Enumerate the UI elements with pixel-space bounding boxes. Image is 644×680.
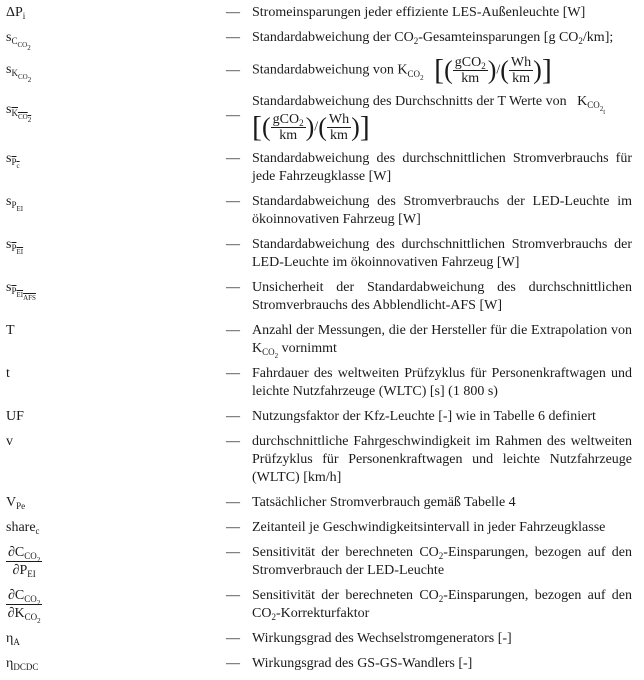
- definition-text: Sensitivität der berechneten $CO_2$-Einsparungen, bezogen auf den $CO_2$-Korrekturfaktor: [252, 588, 632, 622]
- definition-eta-a: [0, 630, 644, 648]
- definition-s-kco2: [0, 55, 644, 86]
- symbol: $s_{P_{EI}}$: [6, 237, 24, 256]
- definition-s-cco2: [0, 29, 644, 52]
- definition-uf: [0, 408, 644, 426]
- definition-text: Unsicherheit der Standardabweichung des durchschnittlichen Stromverbrauchs des Abblendlicht-AFS [W]: [252, 280, 632, 313]
- definition-text: Fahrdauer des weltweiten Prüfzyklus für Personenkraftwagen und leichte Nutzfahrzeuge (WLTC) [s] (1 800 s): [252, 366, 632, 399]
- definition-text: Anzahl der Messungen, die der Hersteller für die Extrapolation von $K_{CO_2}$ vornimmt: [252, 323, 632, 360]
- symbol: t: [6, 366, 10, 381]
- definition-t-duration: [0, 365, 644, 401]
- symbol: share$_c$: [6, 520, 40, 536]
- definition-text: Nutzungsfaktor der Kfz-Leuchte [-] wie in Tabelle 6 definiert: [252, 409, 596, 424]
- dash: —: [226, 631, 240, 646]
- symbol: $s_{K_{CO_2}}$: [6, 102, 32, 124]
- symbol: $\eta_A$: [6, 631, 20, 647]
- symbol: $\partial C_{CO_2}$ $\partial K_{CO_2}$: [7, 588, 41, 625]
- definition-v: [0, 433, 644, 487]
- dash: —: [226, 5, 240, 20]
- symbol: T: [6, 323, 15, 338]
- unit-formula: [( $\frac{gCO_2}{km}$ )/( $\frac{Wh}{km}$ )]: [252, 110, 370, 144]
- symbol: UF: [6, 409, 24, 424]
- dash: —: [226, 194, 240, 209]
- definition-share: [0, 519, 644, 537]
- dash: —: [226, 62, 240, 78]
- dash: —: [226, 366, 240, 381]
- definition-text: durchschnittliche Fahrgeschwindigkeit im Rahmen des weltweiten Prüfzyklus für Personenkraftwagen und leichte Nutzfahrzeuge (WLTC) [km/h]: [252, 434, 632, 485]
- definition-sensitivity-pei: [0, 544, 644, 580]
- dash: —: [226, 108, 240, 123]
- dash: —: [226, 323, 240, 338]
- unit-formula: [( $\frac{gCO_2}{km}$ )/( $\frac{Wh}{km}$ )]: [434, 53, 552, 87]
- symbol: $s_{P_{EI}}$: [6, 194, 24, 213]
- definition-text: Tatsächlicher Stromverbrauch gemäß Tabelle 4: [252, 495, 516, 510]
- dash: —: [226, 588, 240, 603]
- definition-t-count: [0, 322, 644, 358]
- symbol: $s_{K_{CO_2}}$: [6, 62, 32, 84]
- definition-text: Standardabweichung des Stromverbrauchs der LED-Leuchte im ökoinnovativen Fahrzeug [W]: [252, 194, 632, 227]
- definition-s-pc: [0, 150, 644, 186]
- symbol: $V_{Pe}$: [6, 495, 26, 511]
- definition-text: Wirkungsgrad des Wechselstromgenerators [-]: [252, 631, 512, 646]
- dash: —: [226, 151, 240, 166]
- dash: —: [226, 409, 240, 424]
- definition-v-pe: [0, 494, 644, 512]
- definition-text: Standardabweichung von $K_{CO_2}$ [( $\frac{gCO_2}{km}$ )/( $\frac{Wh}{km}$ )]: [252, 53, 552, 87]
- definition-s-pei-mean: [0, 236, 644, 272]
- dash: —: [226, 30, 240, 45]
- definition-text: Standardabweichung des Durchschnitts der T Werte von $K_{CO_{2_t}}$ [( $\frac{gCO_2}{km}$ )/( $\frac{Wh}{km}$ )]: [252, 93, 632, 143]
- definition-delta-p: [0, 4, 644, 22]
- definition-s-pei: [0, 193, 644, 229]
- definition-text: Standardabweichung der $CO_2$-Gesamteinsparungen [g $CO_2/km$];: [252, 30, 614, 46]
- symbol: $s_{P_{EI_{AFS}}}$: [6, 280, 36, 302]
- definition-text: Sensitivität der berechneten $CO_2$-Einsparungen, bezogen auf den Stromverbrauch der LED-Leuchte: [252, 545, 632, 578]
- definition-eta-dcdc: [0, 655, 644, 673]
- symbol: $\eta_{DCDC}$: [6, 656, 39, 672]
- dash: —: [226, 280, 240, 295]
- definition-text: Zeitanteil je Geschwindigkeitsintervall in jeder Fahrzeugklasse: [252, 520, 606, 535]
- dash: —: [226, 434, 240, 449]
- dash: —: [226, 520, 240, 535]
- dash: —: [226, 495, 240, 510]
- symbol: $s_{P_c}$: [6, 151, 20, 170]
- definition-text: Stromeinsparungen jeder effiziente LES-Außenleuchte [W]: [252, 5, 586, 20]
- symbol: $\Delta P_i$: [6, 5, 26, 21]
- definition-sensitivity-kco2: [0, 587, 644, 623]
- dash: —: [226, 545, 240, 560]
- definition-text: Standardabweichung des durchschnittlichen Stromverbrauchs für jede Fahrzeugklasse [W]: [252, 151, 632, 184]
- definition-text: Wirkungsgrad des GS-GS-Wandlers [-]: [252, 656, 473, 671]
- dash: —: [226, 237, 240, 252]
- definition-s-pei-afs: [0, 279, 644, 315]
- definition-text: Standardabweichung des durchschnittlichen Stromverbrauchs der LED-Leuchte im ökoinnovativen Fahrzeug [W]: [252, 237, 632, 270]
- definition-s-kco2-mean: [0, 93, 644, 143]
- symbol: v: [6, 434, 13, 449]
- symbol: $\partial C_{CO_2}$ $\partial P_{EI}$: [8, 545, 41, 579]
- dash: —: [226, 656, 240, 671]
- symbol: $s_{C_{CO_2}}$: [6, 30, 31, 52]
